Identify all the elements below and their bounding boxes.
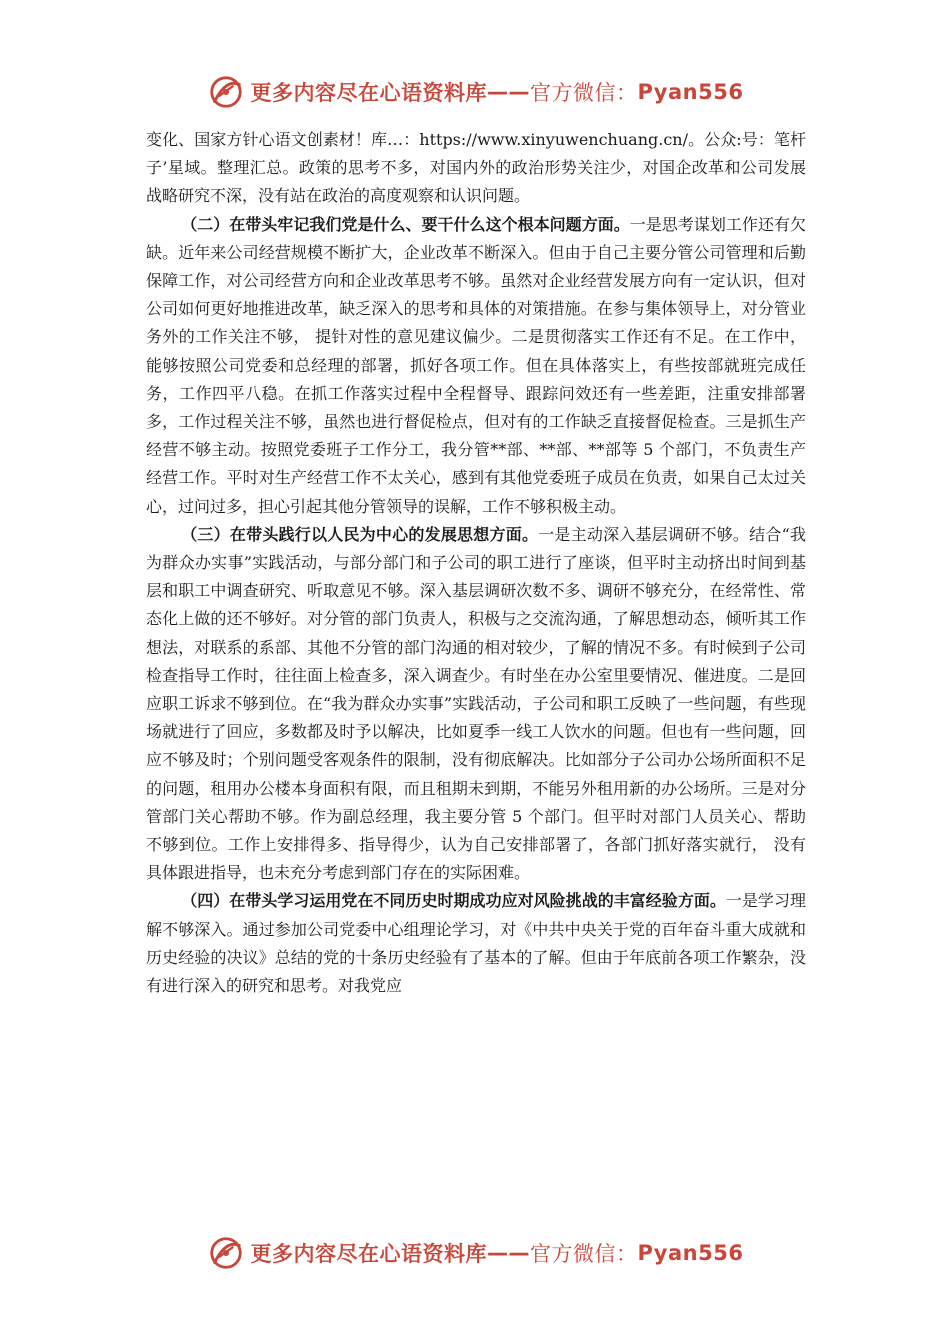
banner-title: 更多内容尽在心语资料库 bbox=[250, 81, 488, 105]
banner-wechat-account: Pyan556 bbox=[637, 1241, 744, 1265]
paragraph-section-4 bbox=[146, 887, 806, 1000]
brand-logo-icon bbox=[207, 73, 245, 111]
banner-wechat-account: Pyan556 bbox=[637, 80, 744, 104]
section-heading: （三）在带头践行以人民为中心的发展思想方面。 bbox=[181, 524, 539, 544]
banner-dash: —— bbox=[487, 1241, 531, 1265]
paragraph-text: 一是主动深入基层调研不够。结合“我为群众办实事”实践活动，与部分部门和子公司的职工进行了座谈，但平时主动挤出时间到基层和职工中调查研究、听取意见不够。深入基层调研次数不多、调研不够充分，在经常性、常态化上做的还不够好。对分管的部门负责人，积极与之交流沟通，了解思想动态，倾听其工作想法，对联系的系部、其他不分管的部门沟通的相对较少，了解的情况不多。有时候到子公司检查指导工作时，往往面上检查多，深入调查少。有时坐在办公室里要情况、催进度。二是回应职工诉求不够到位。在“我为群众办实事”实践活动，子公司和职工反映了一些问题，有些现场就进行了回应，多数都及时予以解决，比如夏季一线工人饮水的问题。但也有一些问题，回应不够及时；个别问题受客观条件的限制，没有彻底解决。比如部分子公司办公场所面积不足的问题，租用办公楼本身面积有限，而且租期未到期，不能另外租用新的办公场所。三是对分管部门关心帮助不够。作为副总经理，我主要分管 5 个部门。但平时对部门人员关心、帮助不够到位。工作上安排得多、指导得少，认为自己安排部署了，各部门抓好落实就行， 没有具体跟进指导，也未充分考虑到部门存在的实际困难。 bbox=[146, 524, 806, 883]
header-banner bbox=[0, 72, 950, 112]
section-heading: （四）在带头学习运用党在不同历史时期成功应对风险挑战的丰富经验方面。 bbox=[181, 891, 726, 911]
paragraph-text: 一是思考谋划工作还有欠缺。近年来公司经营规模不断扩大，企业改革不断深入。但由于自己主要分管公司管理和后勤保障工作，对公司经营方向和企业改革思考不够。虽然对企业经营发展方向有一定认识，但对公司如何更好地推进改革，缺乏深入的思考和具体的对策措施。在参与集体领导上，对分管业务外的工作关注不够， 提针对性的意见建议偏少。二是贯彻落实工作还有不足。在工作中，能够按照公司党委和总经理的部署，抓好各项工作。但在具体落实上，有些按部就班完成任务，工作四平八稳。在抓工作落实过程中全程督导、跟踪问效还有一些差距，注重安排部署多，工作过程关注不够，虽然也进行督促检点，但对有的工作缺乏直接督促检查。三是抓生产经营不够主动。按照党委班子工作分工，我分管**部、**部、**部等 5 个部门，不负责生产经营工作。平时对生产经营工作不太关心，感到有其他党委班子成员在负责，如果自己太过关心，过问过多，担心引起其他分管领导的误解，工作不够积极主动。 bbox=[146, 214, 806, 516]
paragraph-section-3 bbox=[146, 521, 806, 888]
paragraph-text: 一是学习理解不够深入。通过参加公司党委中心组理论学习，对《中共中央关于党的百年奋斗重大成就和历史经验的决议》总结的党的十条历史经验有了基本的了解。但由于年底前各项工作繁杂，没有进行深入的研究和思考。对我党应 bbox=[146, 891, 806, 996]
banner-dash: —— bbox=[487, 80, 531, 104]
brand-logo-icon bbox=[207, 1234, 245, 1272]
paragraph-section-2 bbox=[146, 211, 806, 521]
paragraph-text: 变化、国家方针心语文创素材！库…：https://www.xinyuwenchuang.cn/。公众:号：笔杆子’星域。整理汇总。政策的思考不多，对国内外的政治形势关注少，对国企改革和公司发展战略研究不深，没有站在政治的高度观察和认识问题。 bbox=[146, 130, 806, 206]
banner-wechat-label: 官方微信： bbox=[530, 81, 638, 105]
banner-wechat-label: 官方微信： bbox=[530, 1242, 638, 1266]
section-heading: （二）在带头牢记我们党是什么、要干什么这个根本问题方面。 bbox=[181, 214, 630, 234]
banner-title: 更多内容尽在心语资料库 bbox=[250, 1242, 488, 1266]
footer-banner bbox=[0, 1233, 950, 1273]
document-body bbox=[146, 126, 806, 1000]
paragraph-continued bbox=[146, 126, 806, 211]
